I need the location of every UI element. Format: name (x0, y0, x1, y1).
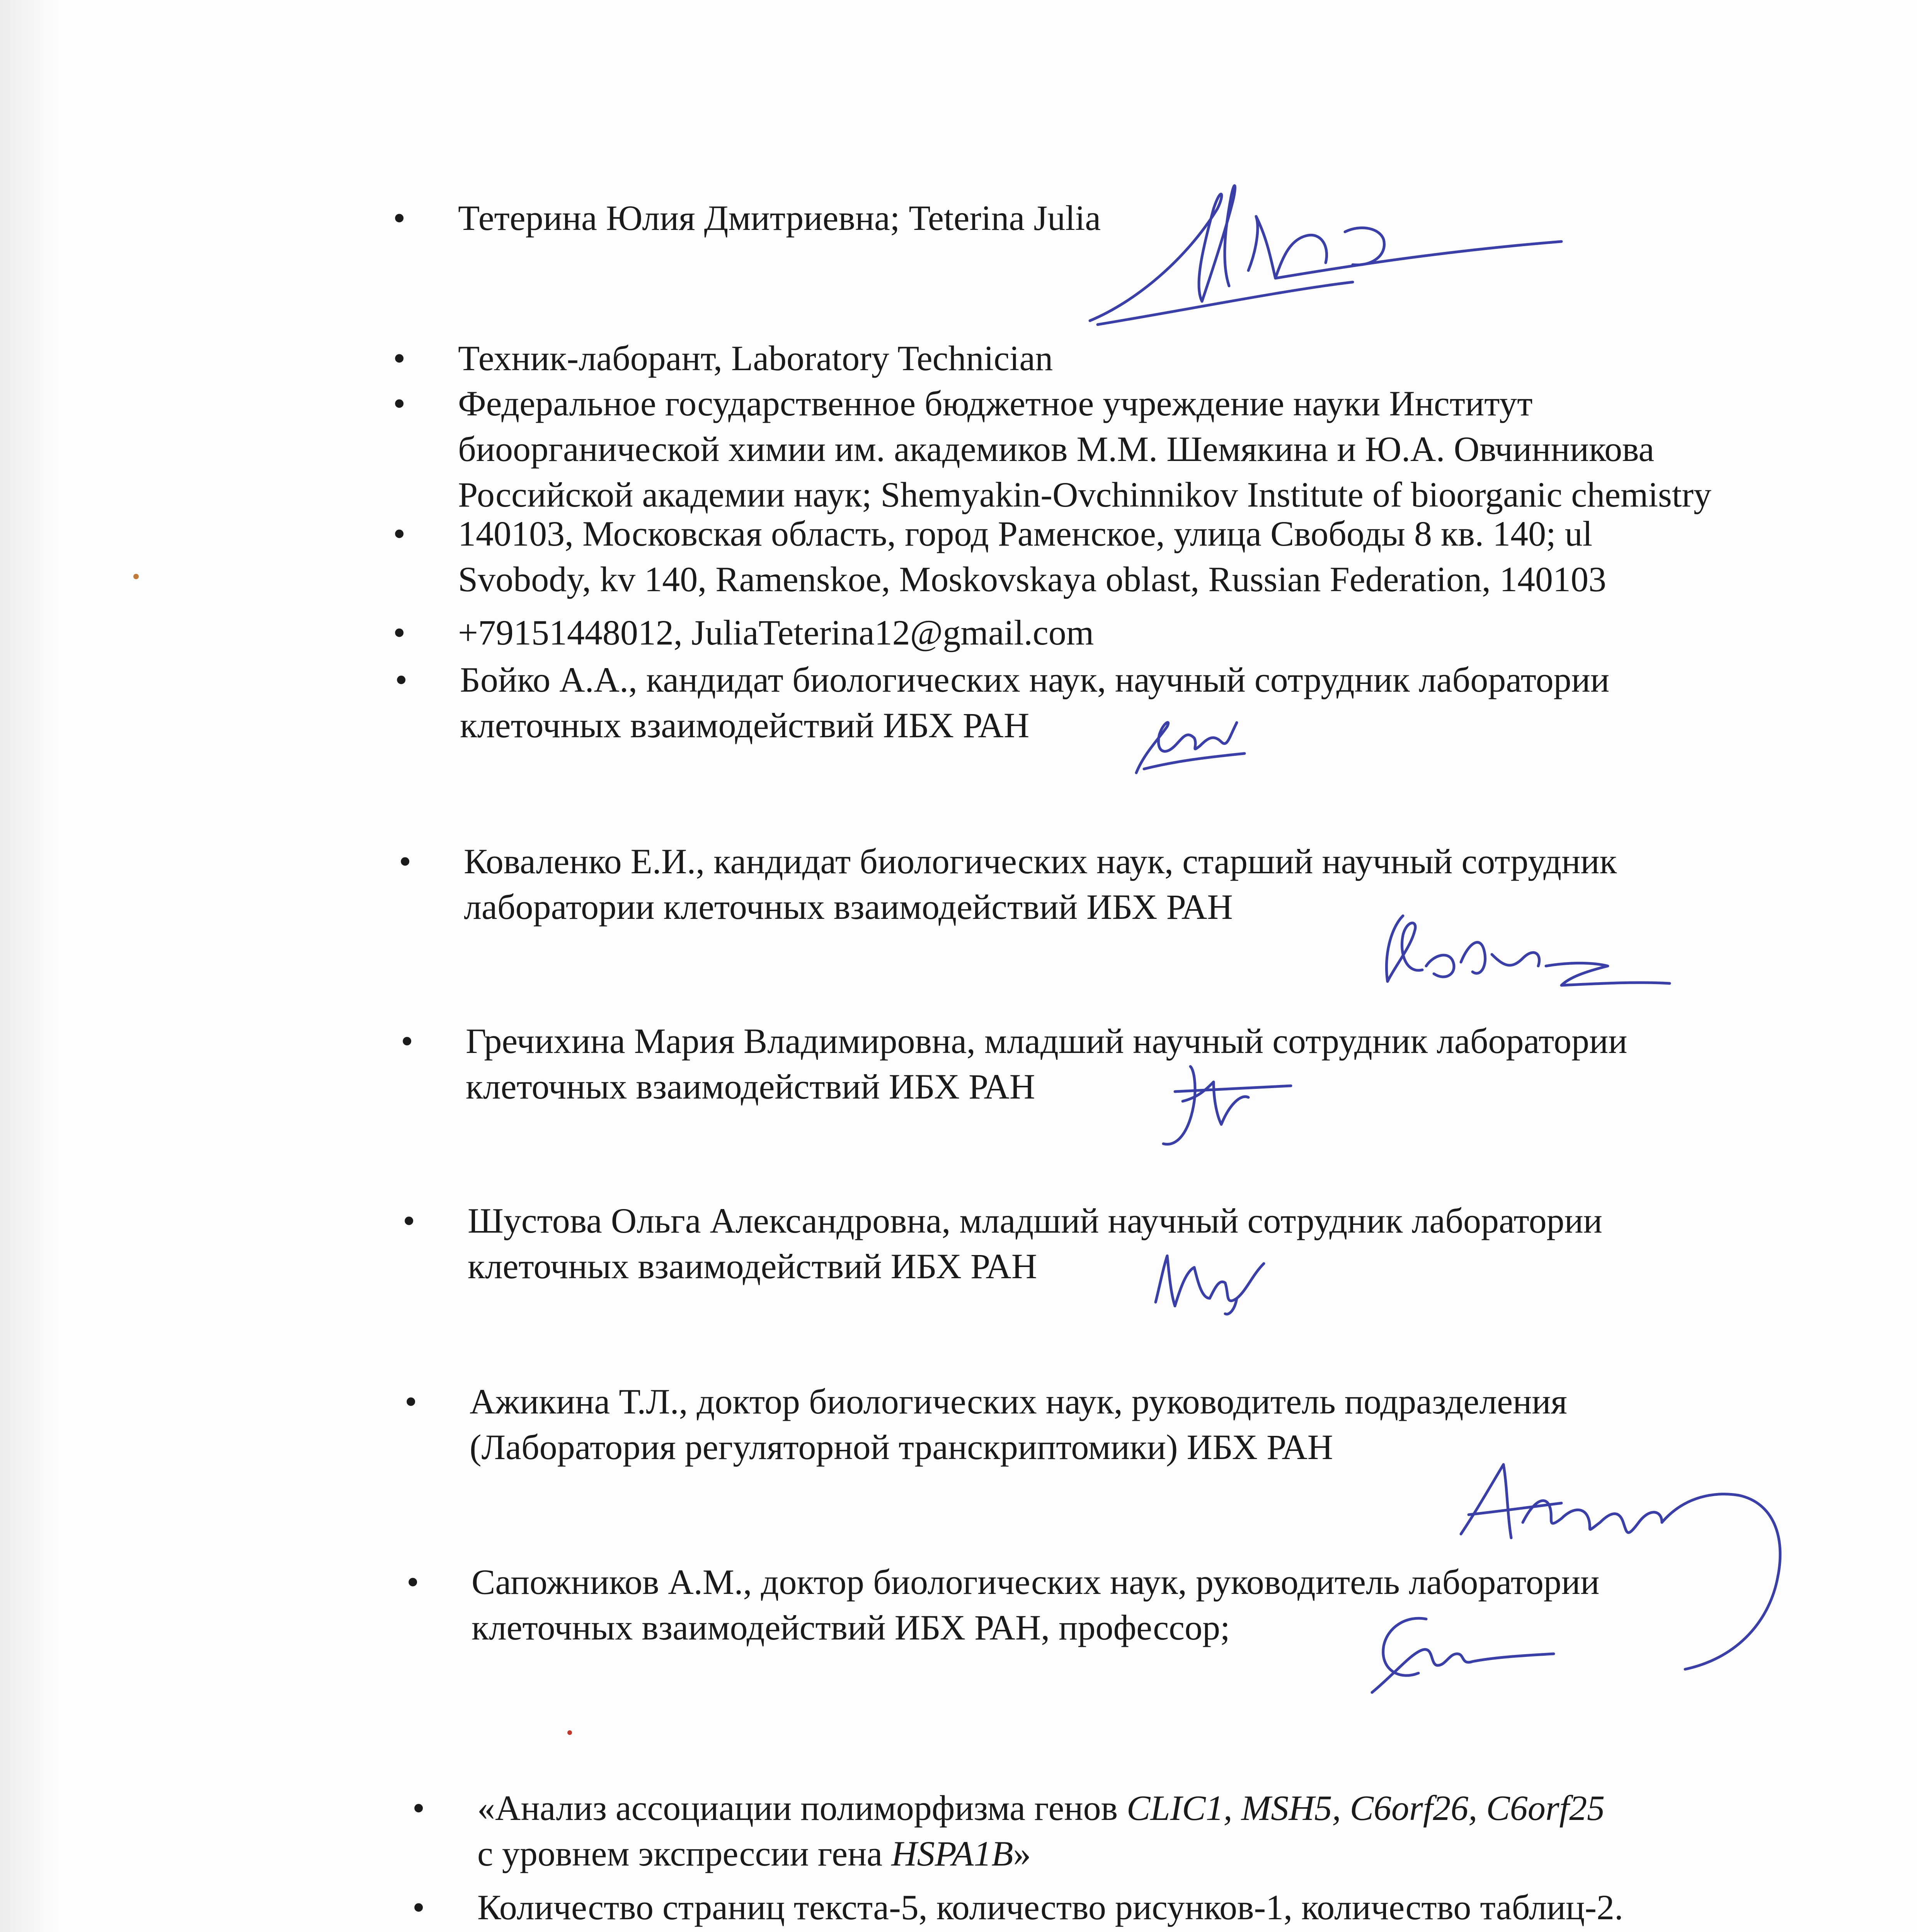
coauthor-line: Бойко А.А., кандидат биологических наук, научный сотрудник лаборатории (460, 660, 1610, 699)
article-title-line-2 (477, 1831, 1605, 1876)
institution-line: биоорганической химии им. академиков М.М. Шемякина и Ю.А. Овчинникова (458, 429, 1655, 469)
signature-boyko (1129, 696, 1252, 788)
list-item-author-name (393, 195, 1101, 241)
list-item-coauthor-azhikina (405, 1379, 1567, 1470)
bullet: • (399, 842, 412, 881)
bullet: • (393, 198, 406, 238)
gene-name: HSPA1B (891, 1834, 1013, 1873)
institution-line: Российской академии наук; Shemyakin-Ovchinnikov Institute of bioorganic chemistry (458, 475, 1712, 514)
bullet: • (393, 338, 406, 378)
gene-list: CLIC1, MSH5, C6orf26, C6orf25 (1127, 1788, 1605, 1828)
signature-sapozhnikov (1364, 1604, 1565, 1704)
page-counts-text: Количество страниц текста-5, количество рисунков-1, количество таблиц-2. (477, 1888, 1624, 1927)
list-item-coauthor-grechikhina (401, 1018, 1628, 1109)
bullet: • (393, 613, 406, 652)
list-item-address (393, 511, 1607, 602)
coauthor-line: (Лаборатория регуляторной транскриптомики) ИБХ РАН (470, 1427, 1333, 1467)
author-name-text: Тетерина Юлия Дмитриевна; Teterina Julia (458, 198, 1101, 238)
list-item-page-counts (412, 1884, 1624, 1930)
coauthor-line: клеточных взаимодействий ИБХ РАН (466, 1067, 1035, 1106)
title-prefix: «Анализ ассоциации полиморфизма генов (477, 1788, 1127, 1828)
coauthor-line: Коваленко Е.И., кандидат биологических наук, старший научный сотрудник (464, 842, 1617, 881)
bullet: • (401, 1021, 414, 1061)
bullet: • (412, 1888, 425, 1927)
list-item-article-title (412, 1785, 1605, 1876)
position-text: Техник-лаборант, Laboratory Technician (458, 338, 1053, 378)
signature-shustova (1148, 1240, 1279, 1318)
coauthor-line: Сапожников А.М., доктор биологических наук, руководитель лаборатории (472, 1562, 1600, 1602)
title-close-quote: » (1013, 1834, 1031, 1873)
bullet: • (393, 384, 406, 423)
coauthor-line: клеточных взаимодействий ИБХ РАН (468, 1247, 1037, 1286)
signature-teterina (1074, 162, 1577, 340)
coauthor-line: Ажикина Т.Л., доктор биологических наук, руководитель подразделения (470, 1382, 1567, 1421)
article-title-line-1 (477, 1785, 1605, 1831)
coauthor-line: лаборатории клеточных взаимодействий ИБХ РАН (464, 887, 1233, 927)
coauthor-line: Гречихина Мария Владимировна, младший научный сотрудник лаборатории (466, 1021, 1628, 1061)
list-item-coauthor-boyko (395, 657, 1610, 748)
title-middle: с уровнем экспрессии гена (477, 1834, 892, 1873)
bullet: • (407, 1562, 419, 1602)
contacts-text: +79151448012, JuliaTeterina12@gmail.com (458, 613, 1094, 652)
bullet: • (395, 660, 408, 699)
address-line: 140103, Московская область, город Раменское, улица Свободы 8 кв. 140; ul (458, 514, 1593, 553)
institution-line: Федеральное государственное бюджетное учреждение науки Институт (458, 384, 1533, 423)
signature-kovalenko (1368, 889, 1685, 1016)
address-line: Svobody, kv 140, Ramenskoe, Moskovskaya oblast, Russian Federation, 140103 (458, 560, 1607, 599)
bullet: • (412, 1788, 425, 1828)
scan-speck (133, 574, 139, 579)
bullet: • (403, 1201, 415, 1240)
bullet: • (405, 1382, 417, 1421)
bullet: • (393, 514, 406, 553)
scan-speck (567, 1730, 572, 1735)
coauthor-line: клеточных взаимодействий ИБХ РАН (460, 706, 1030, 745)
signature-grechikhina (1152, 1055, 1299, 1155)
list-item-coauthor-shustova (403, 1198, 1602, 1289)
list-item-position (393, 335, 1053, 381)
list-item-contacts (393, 610, 1094, 655)
coauthor-line: клеточных взаимодействий ИБХ РАН, профессор; (472, 1608, 1230, 1647)
coauthor-line: Шустова Ольга Александровна, младший научный сотрудник лаборатории (468, 1201, 1602, 1240)
list-item-institution (393, 381, 1712, 517)
